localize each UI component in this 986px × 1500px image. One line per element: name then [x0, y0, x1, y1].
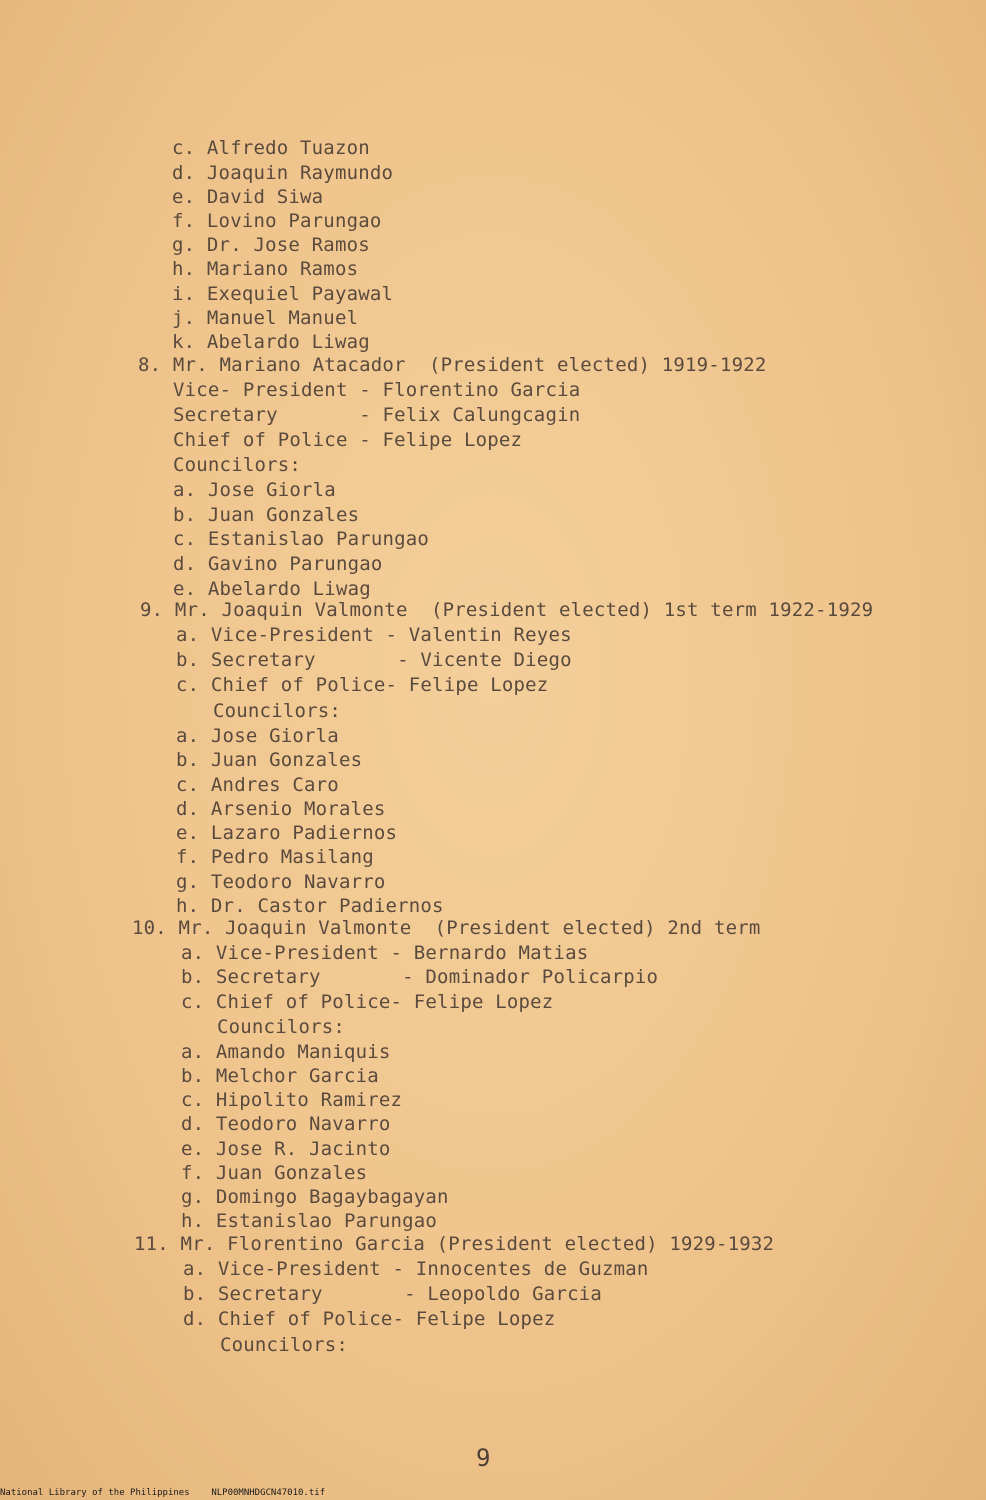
text-line: Chief of Police - Felipe Lopez [173, 429, 523, 451]
text-line: c. Chief of Police- Felipe Lopez [176, 674, 549, 696]
text-line: e. Abelardo Liwag [173, 578, 371, 600]
section-heading-8: 8. Mr. Mariano Atacador (President elected) 1919-1922 [138, 354, 767, 376]
text-line: g. Teodoro Navarro [176, 871, 386, 893]
text-line: Councilors: [173, 454, 302, 476]
page-number: 9 [476, 1444, 491, 1472]
text-line: c. Andres Caro [176, 774, 339, 796]
text-line: b. Juan Gonzales [176, 749, 363, 771]
text-line: h. Estanislao Parungao [181, 1210, 438, 1232]
text-line: a. Vice-President - Valentin Reyes [176, 624, 572, 646]
text-line: c. Hipolito Ramirez [181, 1089, 403, 1111]
text-line: b. Juan Gonzales [173, 504, 360, 526]
scan-footer: National Library of the Philippines NLP00MNHDGCN47010.tif [0, 1488, 326, 1498]
text-line: a. Vice-President - Bernardo Matias [181, 942, 589, 964]
text-line: c. Estanislao Parungao [173, 528, 430, 550]
text-line: h. Mariano Ramos [172, 258, 359, 280]
text-line: d. Joaquin Raymundo [172, 162, 394, 184]
text-line: d. Gavino Parungao [173, 553, 383, 575]
text-line: c. Chief of Police- Felipe Lopez [181, 991, 554, 1013]
text-line: f. Juan Gonzales [181, 1162, 368, 1184]
text-line: Councilors: [220, 1334, 349, 1356]
section-heading-9: 9. Mr. Joaquin Valmonte (President elected) 1st term 1922-1929 [140, 599, 874, 621]
text-line: e. David Siwa [172, 186, 324, 208]
text-line: a. Jose Giorla [173, 479, 336, 501]
text-line: a. Jose Giorla [176, 725, 339, 747]
text-line: d. Teodoro Navarro [181, 1113, 391, 1135]
section-heading-10: 10. Mr. Joaquin Valmonte (President elected) 2nd term [132, 917, 761, 939]
text-line: k. Abelardo Liwag [172, 331, 370, 353]
section-heading-11: 11. Mr. Florentino Garcia (President elected) 1929-1932 [134, 1233, 775, 1255]
text-line: e. Jose R. Jacinto [181, 1138, 391, 1160]
text-line: Vice- President - Florentino Garcia [173, 379, 581, 401]
text-line: a. Vice-President - Innocentes de Guzman [183, 1258, 649, 1280]
text-line: g. Dr. Jose Ramos [172, 234, 370, 256]
text-line: b. Secretary - Leopoldo Garcia [183, 1283, 603, 1305]
text-line: c. Alfredo Tuazon [172, 137, 370, 159]
text-line: f. Pedro Masilang [176, 846, 374, 868]
text-line: g. Domingo Bagaybagayan [181, 1186, 449, 1208]
text-line: f. Lovino Parungao [172, 210, 382, 232]
text-line: b. Secretary - Dominador Policarpio [181, 966, 659, 988]
text-line: b. Melchor Garcia [181, 1065, 379, 1087]
text-line: Councilors: [217, 1016, 346, 1038]
text-line: h. Dr. Castor Padiernos [176, 895, 444, 917]
text-line: Secretary - Felix Calungcagin [173, 404, 581, 426]
text-line: a. Amando Maniquis [181, 1041, 391, 1063]
text-line: e. Lazaro Padiernos [176, 822, 398, 844]
text-line: Councilors: [213, 700, 342, 722]
text-line: d. Arsenio Morales [176, 798, 386, 820]
text-line: j. Manuel Manuel [172, 307, 359, 329]
text-line: b. Secretary - Vicente Diego [176, 649, 572, 671]
text-line: d. Chief of Police- Felipe Lopez [183, 1308, 556, 1330]
text-line: i. Exequiel Payawal [172, 283, 394, 305]
